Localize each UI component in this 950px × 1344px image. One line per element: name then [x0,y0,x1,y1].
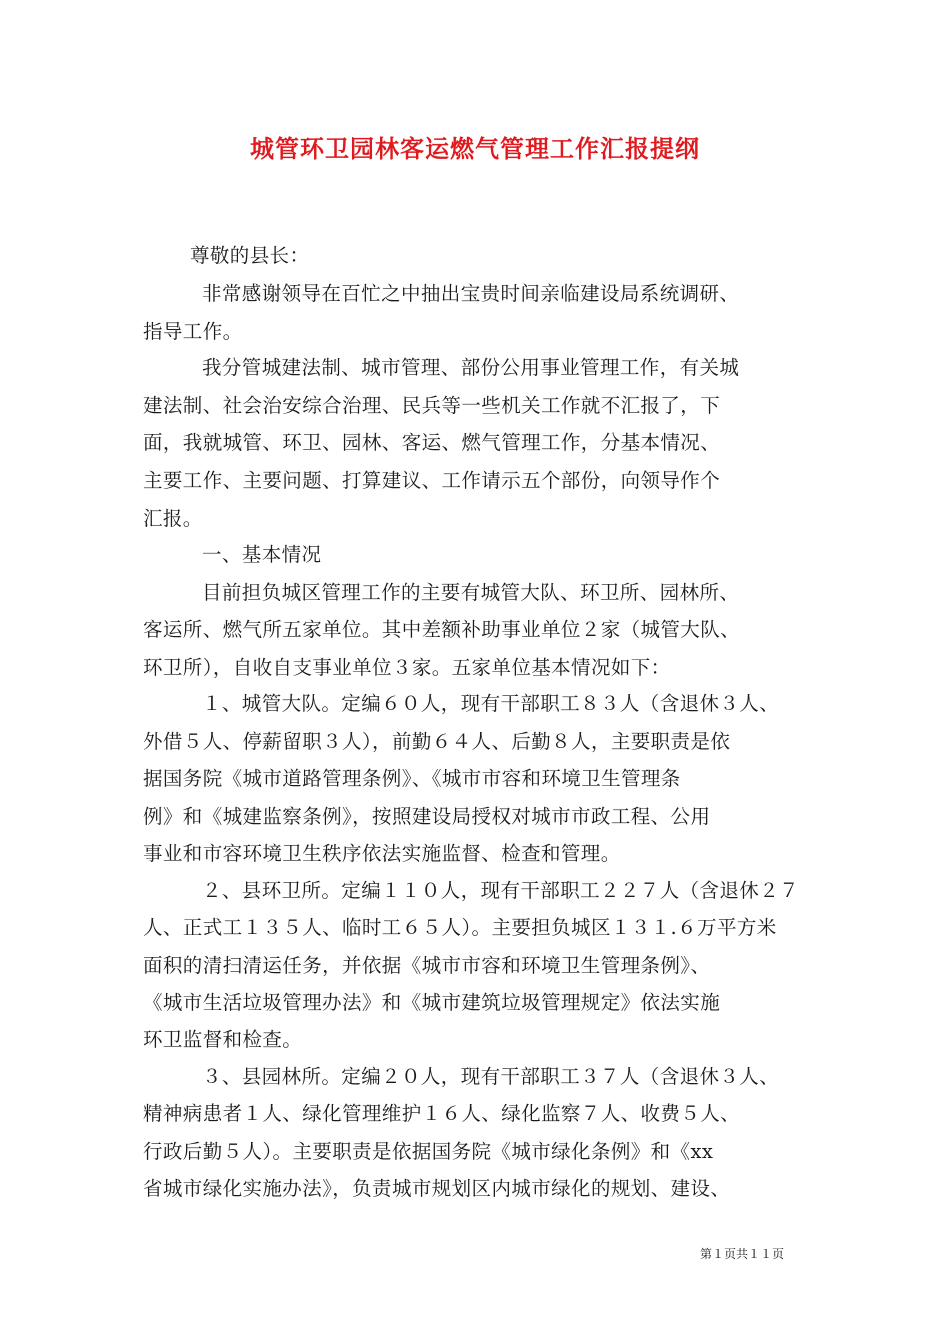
paragraph-line: 面，我就城管、环卫、园林、客运、燃气管理工作，分基本情况、 [143,431,721,454]
paragraph-line: 目前担负城区管理工作的主要有城管大队、环卫所、园林所、 [202,581,740,604]
paragraph-line: 据国务院《城市道路管理条例》、《城市市容和环境卫生管理条 [143,767,681,790]
paragraph-line: 建法制、社会治安综合治理、民兵等一些机关工作就不汇报了，下 [143,394,721,417]
paragraph-line: 指导工作。 [143,320,243,343]
paragraph-line: ２、县环卫所。定编１１０人，现有干部职工２２７人（含退休２７ [202,879,800,902]
paragraph-line: 省城市绿化实施办法》，负责城市规划区内城市绿化的规划、建设、 [143,1177,731,1200]
paragraph-line: 例》和《城建监察条例》，按照建设局授权对城市市政工程、公用 [143,805,711,828]
paragraph-line: 外借５人、停薪留职３人），前勤６４人、后勤８人，主要职责是依 [143,730,731,753]
document-title: 城管环卫园林客运燃气管理工作汇报提纲 [250,134,700,163]
paragraph-line: 我分管城建法制、城市管理、部份公用事业管理工作，有关城 [202,356,740,379]
paragraph-line: 精神病患者１人、绿化管理维护１６人、绿化监察７人、收费５人、 [143,1102,741,1125]
paragraph-line: 《城市生活垃圾管理办法》和《城市建筑垃圾管理规定》依法实施 [143,991,721,1014]
paragraph-line: 环卫监督和检查。 [143,1028,303,1051]
paragraph-line: 非常感谢领导在百忙之中抽出宝贵时间亲临建设局系统调研、 [202,282,740,305]
paragraph-line: 环卫所），自收自支事业单位３家。五家单位基本情况如下： [143,656,671,679]
paragraph-line: 汇报。 [143,507,203,530]
paragraph-line: ３、县园林所。定编２０人，现有干部职工３７人（含退休３人、 [202,1065,780,1088]
page-number: 第１页共１１页 [700,1247,785,1261]
paragraph-line: 面积的清扫清运任务，并依据《城市市容和环境卫生管理条例》、 [143,954,711,977]
paragraph-line: 事业和市容环境卫生秩序依法实施监督、检查和管理。 [143,842,621,865]
section-heading: 一、基本情况 [202,543,322,566]
paragraph-line: 客运所、燃气所五家单位。其中差额补助事业单位２家（城管大队、 [143,618,741,641]
paragraph-line: 行政后勤５人）。主要职责是依据国务院《城市绿化条例》和《xx [143,1140,714,1163]
paragraph-line: 人、正式工１３５人、临时工６５人）。主要担负城区１３１.６万平方米 [143,916,777,939]
paragraph-line: 主要工作、主要问题、打算建议、工作请示五个部份，向领导作个 [143,469,721,492]
salutation: 尊敬的县长： [190,244,310,267]
paragraph-line: １、城管大队。定编６０人，现有干部职工８３人（含退休３人、 [202,692,780,715]
